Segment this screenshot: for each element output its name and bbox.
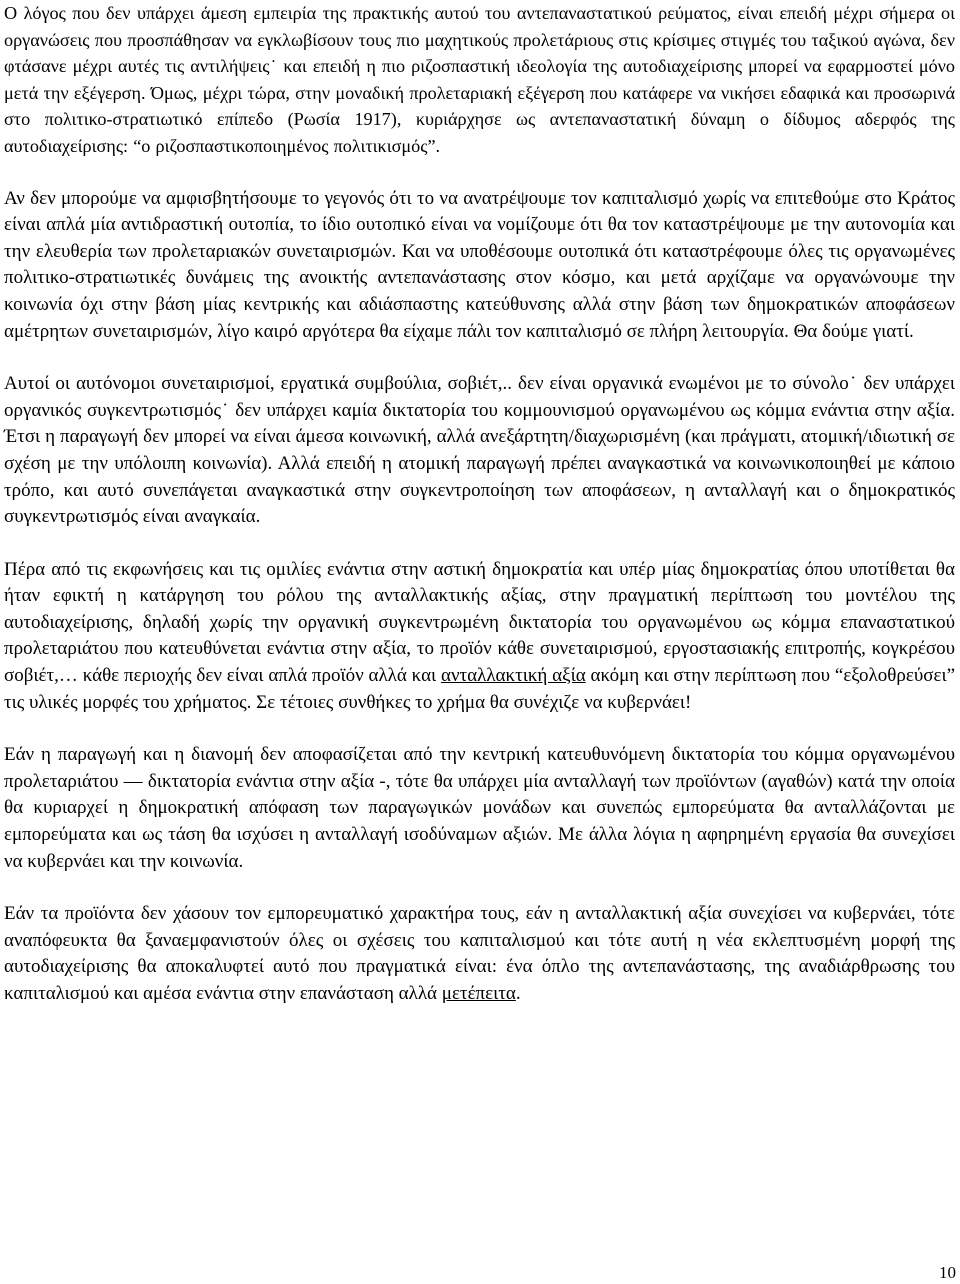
paragraph-6 [4,901,955,1007]
paragraph-6-text-a: Εάν τα προϊόντα δεν χάσουν τον εμπορευματικό χαρακτήρα τους, εάν η ανταλλακτική αξία συνεχίσει να κυβερνάει, τότε αναπόφευκτα θα ξαναεμφανιστούν όλες οι σχέσεις του καπιταλισμού και τότε αυτή η νέα εκλεπτυσμένη μορφή της αυτοδιαχείρισης θα αποκαλυφτεί αυτό που πραγματικά είναι: ένα όπλο της αντεπανάστασης, της αναδιάρθρωσης του καπιταλισμού και αμέσα ενάντια στην επανάσταση αλλά [4,903,955,1004]
paragraph-2 [4,186,955,346]
paragraph-1-text: Ο λόγος που δεν υπάρχει άμεση εμπειρία της πρακτικής αυτού του αντεπαναστατικού ρεύματος, είναι επειδή μέχρι σήμερα οι οργανώσεις που προσπάθησαν να εγκλωβίσουν τους πιο μαχητικούς προλετάριους στις κρίσιμες στιγμές του ταξικού αγώνα, δεν φτάσανε μέχρι αυτές τις αντιλήψεις˙ και επειδή η πιο ριζοσπαστική ιδεολογία της αυτοδιαχείρισης μπορεί να εφαρμοστεί μόνο μετά την εξέγερση. Όμως, μέχρι τώρα, στην μοναδική προλεταριακή εξέγερση που κατάφερε να νικήσει εδαφικά και προσωρινά στο πολιτικο-στρατιωτικό επίπεδο (Ρωσία 1917), κυριάρχησε ως αντεπαναστατική δύναμη ο δίδυμος αδερφός της αυτοδιαχείρισης: “ο ριζοσπαστικοποιημένος πολιτικισμός”. [4,3,955,156]
paragraph-5 [4,742,955,875]
paragraph-5-text: Εάν η παραγωγή και η διανομή δεν αποφασίζεται από την κεντρική κατευθυνόμενη δικτατορία του κόμμα οργανωμένου προλεταριάτου — δικτατορία ενάντια στην αξία -, τότε θα υπάρχει μία ανταλλαγή των προϊόντων (αγαθών) κατά την οποία θα κυριαρχεί η δημοκρατική απόφαση των παραγωγικών μονάδων και συνεπώς εμπορεύματα θα ανταλλάζονται με εμπορεύματα και ως τάση θα ισχύσει η ανταλλαγή ισοδύναμων αξιών. Με άλλα λόγια η αφηρημένη εργασία θα συνεχίσει να κυβερνάει και την κοινωνία. [4,744,955,872]
paragraph-4-text-b: ακόμη και στην περίπτωση που “εξολοθρεύσει” τις υλικές μορφές του χρήματος. Σε τέτοιες συνθήκες το χρήμα θα συνέχιζε να κυβερνάει! [4,665,956,713]
paragraph-3-text: Αυτοί οι αυτόνομοι συνεταιρισμοί, εργατικά συμβούλια, σοβιέτ,.. δεν είναι οργανικά ενωμένοι με το σύνολο˙ δεν υπάρχει οργανικός συγκεντρωτισμός˙ δεν υπάρχει καμία δικτατορία του κομμουνισμού οργανωμένου ως κόμμα ενάντια στην αξία. Έτσι η παραγωγή δεν μπορεί να είναι άμεσα κοινωνική, αλλά ανεξάρτητη/διαχωρισμένη (και πράγματι, ατομική/ιδιωτική σε σχέση με την υπόλοιπη κοινωνία). Αλλά επειδή η ατομική παραγωγή πρέπει αναγκαστικά να κοινωνικοποιηθεί με κάποιο τρόπο, και αυτό συνεπάγεται αναγκαστικά στην συγκεντροποίηση των αποφάσεων, η ανταλλαγή και ο δημοκρατικός συγκεντρωτισμός είναι αναγκαία. [4,373,955,528]
paragraph-6-text-b: . [515,983,521,1004]
paragraph-1 [4,0,955,160]
paragraph-3 [4,371,955,531]
underlined-term-exchange-value: ανταλλακτική αξία [440,665,586,687]
document-page [4,0,955,1008]
page-number: 10 [939,1263,956,1282]
paragraph-2-text: Αν δεν μπορούμε να αμφισβητήσουμε το γεγονός ότι το να ανατρέψουμε τον καπιταλισμό χωρίς να επιτεθούμε στο Κράτος είναι απλά μία αντιδραστική ουτοπία, το ίδιο ουτοπικό είναι να νομίζουμε ότι θα τον καταστρέψουμε με την αυτονομία και την ελευθερία των προλεταριακών συνεταιρισμών. Και να υποθέσουμε ουτοπικά ότι καταστρέφουμε όλες τις οργανωμένες πολιτικο-στρατιωτικές δυνάμεις της ανοικτής αντεπανάστασης στον κόσμο, και μετά αρχίζαμε να οργανώνουμε την κοινωνία όχι στην βάση μίας κεντρικής και αδιάσπαστης κατεύθυνσης αλλά στην βάση των δημοκρατικών αποφάσεων αμέτρητων συνεταιρισμών, λίγο καιρό αργότερα θα είχαμε πάλι τον καπιταλισμό σε πλήρη λειτουργία. Θα δούμε γιατί. [4,187,955,342]
paragraph-4 [4,557,955,717]
underlined-term-afterwards: μετέπειτα [441,983,516,1004]
paragraph-4-text-a: Πέρα από τις εκφωνήσεις και τις ομιλίες ενάντια στην αστική δημοκρατία και υπέρ μίας δημοκρατίας όπου υποτίθεται θα ήταν εφικτή η κατάργηση του ρόλου της ανταλλακτικής αξίας, στην πραγματική περίπτωση του μοντέλου της αυτοδιαχείρισης, δηλαδή χωρίς την οργανική συγκεντρωμένη δικτατορία του οργανωμένου ως κόμμα επαναστατικού προλεταριάτου που κατευθύνεται ενάντια στην αξία, το προϊόν κάθε συνεταιρισμού, εργοστασιακής επιτροπής, κογκρέσου σοβιέτ,… κάθε περιοχής δεν είναι απλά προϊόν αλλά και [4,558,955,687]
